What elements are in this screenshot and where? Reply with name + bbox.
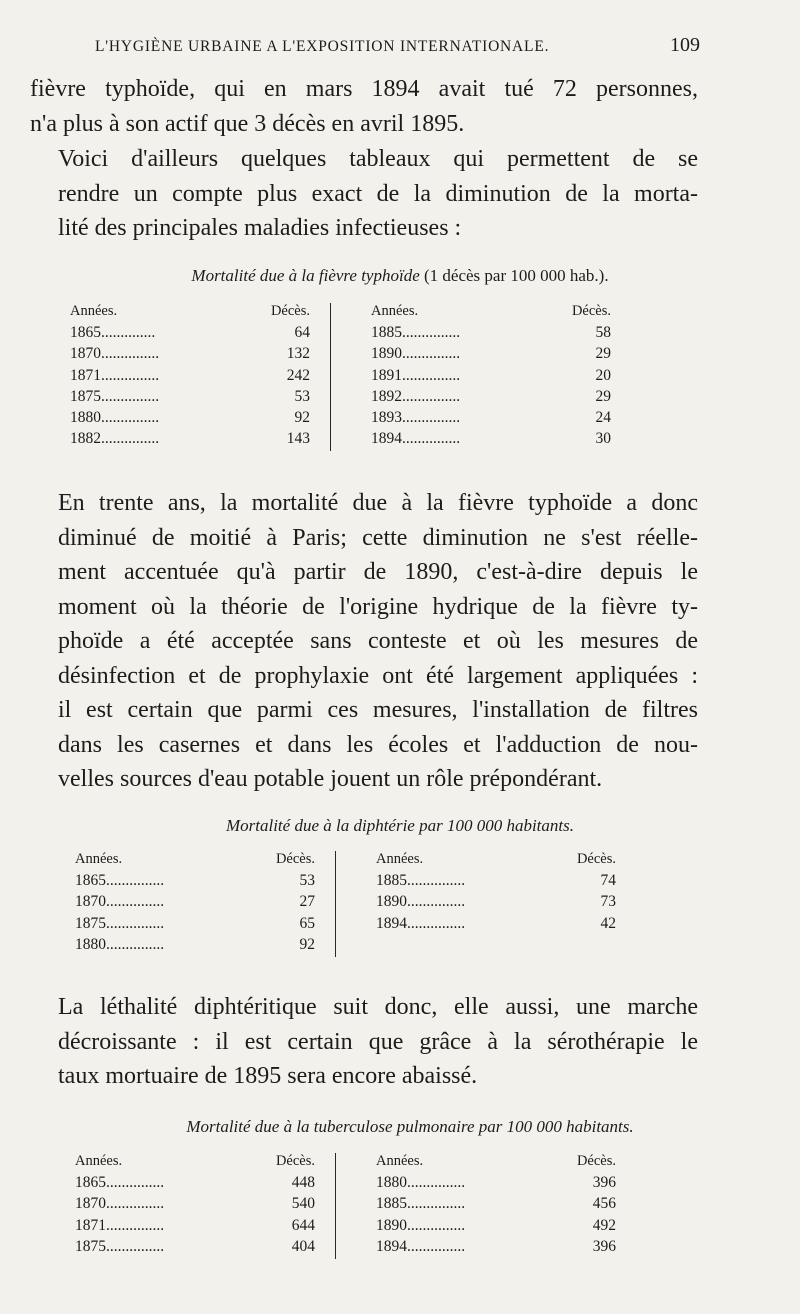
year-cell: 1865............... xyxy=(75,1174,165,1192)
table-column-right xyxy=(376,851,616,957)
text-line: taux mortuaire de 1895 sera encore abaissé. xyxy=(58,1063,478,1089)
year-cell: 1865.............. xyxy=(70,324,156,342)
table-header-row xyxy=(70,303,310,324)
table-column-left xyxy=(70,303,310,451)
year-cell: 1892............... xyxy=(371,387,461,405)
text-line: rendre un compte plus exact de la diminution de la morta- xyxy=(58,180,698,207)
paragraph-3 xyxy=(30,486,698,797)
year-cell: 1871............... xyxy=(75,1216,165,1234)
paragraph-1 xyxy=(30,72,698,141)
table-row xyxy=(75,1195,315,1216)
table-row xyxy=(371,345,611,366)
table-row xyxy=(70,388,310,409)
table-row xyxy=(70,345,310,366)
table-row xyxy=(75,1217,315,1238)
deaths-cell: 644 xyxy=(291,1216,315,1234)
table-header-row xyxy=(371,303,611,324)
column-header-years: Années. xyxy=(371,303,419,319)
table-row xyxy=(376,915,616,936)
deaths-cell: 58 xyxy=(595,324,611,342)
deaths-cell: 404 xyxy=(291,1237,315,1255)
text-line: décroissante : il est certain que grâce à la sérothérapie le xyxy=(58,1028,698,1055)
table-row xyxy=(70,324,310,345)
year-cell: 1894............... xyxy=(371,430,461,448)
year-cell: 1871............... xyxy=(70,366,160,384)
year-cell: 1894............... xyxy=(376,914,466,932)
page-number: 109 xyxy=(670,34,700,56)
text-line: il est certain que parmi ces mesures, l'installation de filtres xyxy=(58,697,698,723)
text-line: ment accentuée qu'à partir de 1890, c'est-à-dire depuis le xyxy=(58,559,698,585)
deaths-cell: 29 xyxy=(595,345,611,363)
year-cell: 1870............... xyxy=(75,1195,165,1213)
year-cell: 1890............... xyxy=(371,345,461,363)
text-line: fièvre typhoïde, qui en mars 1894 avait tué 72 personnes, xyxy=(30,76,698,102)
column-header-years: Années. xyxy=(75,851,123,867)
deaths-cell: 92 xyxy=(294,408,310,426)
text-line: Voici d'ailleurs quelques tableaux qui permettent de se xyxy=(58,146,698,172)
column-header-years: Années. xyxy=(70,303,118,319)
year-cell: 1870............... xyxy=(70,345,160,363)
deaths-cell: 42 xyxy=(600,914,616,932)
table-diphtheria xyxy=(75,851,616,957)
year-cell: 1893............... xyxy=(371,408,461,426)
text-line: La léthalité diphtéritique suit donc, elle aussi, une marche xyxy=(58,994,698,1020)
table-row xyxy=(376,1195,616,1216)
column-header-years: Années. xyxy=(376,851,424,867)
table-row xyxy=(371,367,611,388)
table-row xyxy=(376,1217,616,1238)
text-line: phoïde a été acceptée sans conteste et où les mesures de xyxy=(58,628,698,654)
table-column-right xyxy=(376,1153,616,1259)
deaths-cell: 27 xyxy=(299,893,315,911)
paragraph-4 xyxy=(30,990,698,1094)
table-row xyxy=(70,430,310,451)
table-row xyxy=(75,1174,315,1195)
table-column-right xyxy=(371,303,611,451)
caption-typhoid-unit: (1 décès par 100 000 hab.). xyxy=(424,266,609,285)
deaths-cell: 29 xyxy=(595,387,611,405)
table-row xyxy=(371,388,611,409)
table-row xyxy=(376,1174,616,1195)
table-row xyxy=(75,893,315,914)
table-column-left xyxy=(75,1153,315,1259)
deaths-cell: 456 xyxy=(592,1195,616,1213)
text-line: velles sources d'eau potable jouent un rôle prépondérant. xyxy=(58,766,603,792)
table-caption-tuberculosis xyxy=(10,1117,800,1137)
deaths-cell: 492 xyxy=(592,1216,616,1234)
deaths-cell: 20 xyxy=(595,366,611,384)
table-row xyxy=(376,1238,616,1259)
deaths-cell: 24 xyxy=(595,408,611,426)
table-row xyxy=(371,324,611,345)
year-cell: 1890............... xyxy=(376,893,466,911)
column-header-years: Années. xyxy=(75,1153,123,1169)
table-header-row xyxy=(376,1153,616,1174)
running-title: L'HYGIÈNE URBAINE A L'EXPOSITION INTERNATIONALE. xyxy=(95,38,550,55)
column-header-deaths: Décès. xyxy=(270,303,310,319)
column-header-deaths: Décès. xyxy=(576,851,616,867)
year-cell: 1880............... xyxy=(75,935,165,953)
year-cell: 1890............... xyxy=(376,1216,466,1234)
deaths-cell: 92 xyxy=(299,935,315,953)
deaths-cell: 74 xyxy=(600,872,616,890)
deaths-cell: 242 xyxy=(286,366,310,384)
year-cell: 1865............... xyxy=(75,872,165,890)
table-row xyxy=(75,936,315,957)
table-header-row xyxy=(376,851,616,872)
deaths-cell: 53 xyxy=(294,387,310,405)
deaths-cell: 65 xyxy=(299,914,315,932)
table-typhoid xyxy=(70,303,611,451)
year-cell: 1880............... xyxy=(70,408,160,426)
table-row xyxy=(376,893,616,914)
deaths-cell: 64 xyxy=(294,324,310,342)
deaths-cell: 448 xyxy=(291,1174,315,1192)
caption-diphtheria-title: Mortalité due à la diphtérie par 100 000 habitants. xyxy=(225,816,574,835)
table-row xyxy=(371,430,611,451)
deaths-cell: 143 xyxy=(286,430,310,448)
table-row xyxy=(75,915,315,936)
caption-tuberculosis-title: Mortalité due à la tuberculose pulmonaire par 100 000 habitants. xyxy=(186,1117,634,1136)
year-cell: 1875............... xyxy=(75,1237,165,1255)
deaths-cell: 540 xyxy=(291,1195,315,1213)
table-row xyxy=(70,409,310,430)
column-header-years: Années. xyxy=(376,1153,424,1169)
deaths-cell: 30 xyxy=(595,430,611,448)
deaths-cell: 132 xyxy=(286,345,310,363)
column-header-deaths: Décès. xyxy=(576,1153,616,1169)
table-row xyxy=(376,872,616,893)
column-divider xyxy=(335,1153,336,1259)
text-line: lité des principales maladies infectieuses : xyxy=(58,215,462,241)
year-cell: 1870............... xyxy=(75,893,165,911)
column-header-deaths: Décès. xyxy=(275,1153,315,1169)
year-cell: 1880............... xyxy=(376,1174,466,1192)
column-divider xyxy=(330,303,331,451)
table-row xyxy=(70,367,310,388)
table-header-row xyxy=(75,1153,315,1174)
column-header-deaths: Décès. xyxy=(275,851,315,867)
text-line: désinfection et de prophylaxie ont été largement appliquées : xyxy=(58,662,698,689)
deaths-cell: 73 xyxy=(600,893,616,911)
year-cell: 1875............... xyxy=(70,387,160,405)
caption-typhoid-title: Mortalité due à la fièvre typhoïde xyxy=(191,266,420,285)
year-cell: 1891............... xyxy=(371,366,461,384)
year-cell: 1885............... xyxy=(376,872,466,890)
table-row xyxy=(75,1238,315,1259)
year-cell: 1882............... xyxy=(70,430,160,448)
table-header-row xyxy=(75,851,315,872)
year-cell: 1885............... xyxy=(376,1195,466,1213)
deaths-cell: 53 xyxy=(299,872,315,890)
column-header-deaths: Décès. xyxy=(571,303,611,319)
text-line: En trente ans, la mortalité due à la fièvre typhoïde a donc xyxy=(58,490,698,516)
text-line: dans les casernes et dans les écoles et l'adduction de nou- xyxy=(58,731,698,758)
year-cell: 1885............... xyxy=(371,324,461,342)
paragraph-2 xyxy=(30,142,698,246)
table-column-left xyxy=(75,851,315,957)
year-cell: 1875............... xyxy=(75,914,165,932)
table-caption-diphtheria xyxy=(0,816,800,836)
text-line: n'a plus à son actif que 3 décès en avril 1895. xyxy=(30,110,465,137)
text-line: diminué de moitié à Paris; cette diminution ne s'est réelle- xyxy=(58,524,698,551)
year-cell: 1894............... xyxy=(376,1237,466,1255)
table-caption-typhoid xyxy=(0,266,800,286)
running-header xyxy=(95,34,700,57)
text-line: moment où la théorie de l'origine hydrique de la fièvre ty- xyxy=(58,593,698,620)
deaths-cell: 396 xyxy=(592,1174,616,1192)
table-tuberculosis xyxy=(75,1153,616,1259)
column-divider xyxy=(335,851,336,957)
table-row xyxy=(75,872,315,893)
table-row xyxy=(371,409,611,430)
deaths-cell: 396 xyxy=(592,1237,616,1255)
